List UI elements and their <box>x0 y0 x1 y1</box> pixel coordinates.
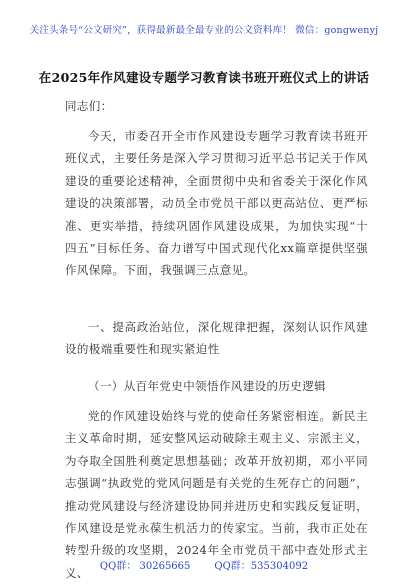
footer-qq-group-2: QQ群：535304092 <box>214 561 309 572</box>
subsection-heading-1: （一）从百年党史中领悟作风建设的历史逻辑 <box>88 379 326 393</box>
salutation: 同志们： <box>65 99 113 113</box>
footer-qq-group-1: QQ群： 30265665 <box>99 561 191 572</box>
header-promo-note <box>0 22 408 36</box>
header-promo-text: 关注头条号“公文研究”，获得最新最全最专业的公文资料库！ 微信： <box>29 25 325 36</box>
paragraph-history: 党的作风建设始终与党的使命任务紧密相连。新民主主义革命时期，延安整风运动破除主观主义、宗派主义，为夺取全国胜利奠定思想基础；改革开放初期，邓小平同志强调“执政党的党风问题是有关党的生死存亡的问题”，推动党风建设与经济建设协同并进历史和实践反复证明，作风建设是党永葆生机活力的传家宝。当前，我市正处在转型升级的攻坚期，2024年全市党员干部中查处形式主义、 <box>65 409 368 580</box>
document-title: 在2025年作风建设专题学习教育读书班开班仪式上的讲话 <box>38 70 370 85</box>
footer-contact <box>0 557 408 572</box>
wechat-id: gongwenyj <box>324 25 379 36</box>
section-heading-1: 一、提高政治站位，深化规律把握，深刻认识作风建设的极端重要性和现实紧迫性 <box>65 320 368 357</box>
paragraph-intro: 今天，市委召开全市作风建设专题学习教育读书班开班仪式，主要任务是深入学习贯彻习近平总书记关于作风建设的重要论述精神，全面贯彻中央和省委关于深化作风建设的决策部署，动员全市党员干部以更高站位、更严标准、更实举措，持续巩固作风建设成果，为加快实现“十四五”目标任务、奋力谱写中国式现代化xx篇章提供坚强作风保障。下面，我强调三点意见。 <box>65 129 368 278</box>
